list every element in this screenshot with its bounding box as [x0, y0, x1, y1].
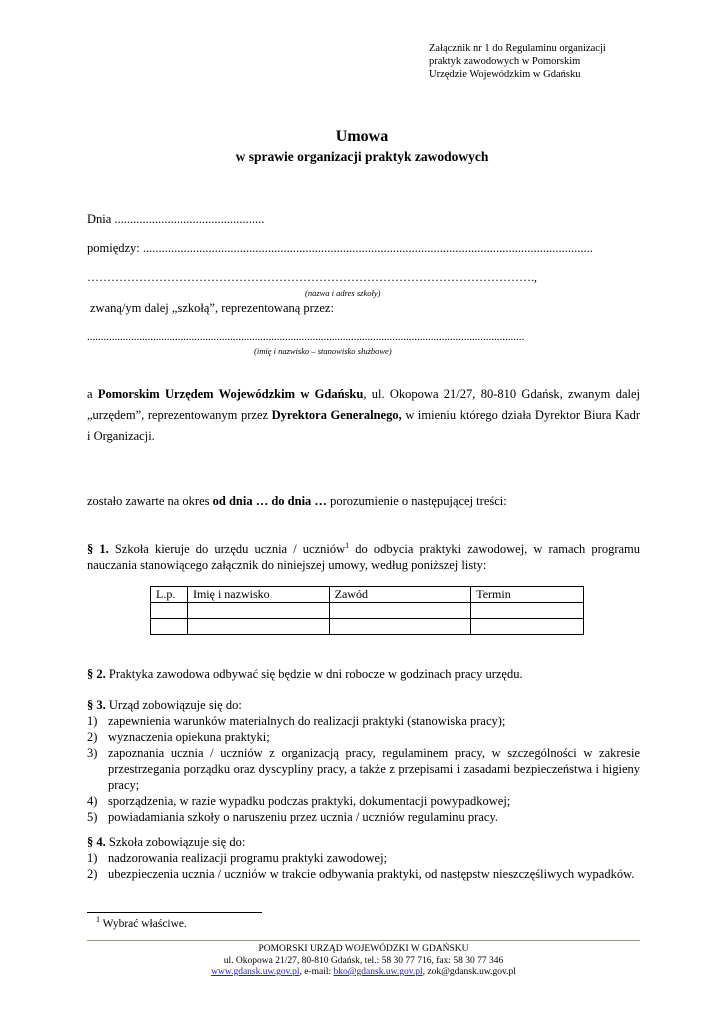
- section-3: [87, 697, 640, 825]
- table-cell: [187, 603, 329, 619]
- section-3-text: Urząd zobowiązuje się do:: [105, 698, 242, 712]
- footnote: [96, 915, 187, 930]
- item-text: ubezpieczenia ucznia / uczniów w trakcie odbywania praktyki, od następstw nieszczęśliwych wypadków.: [108, 867, 635, 881]
- item-number: 1): [87, 714, 98, 728]
- page-footer: [87, 944, 640, 979]
- list-item: [87, 866, 640, 882]
- item-text: sporządzenia, w razie wypadku podczas praktyki, dokumentacji powypadkowej;: [108, 794, 511, 808]
- email-link[interactable]: bko@gdansk.uw.gov.pl: [333, 967, 423, 977]
- document-title: Umowa: [335, 128, 389, 145]
- table-header-row: [151, 587, 584, 603]
- annex-line: praktyk zawodowych w Pomorskim: [429, 56, 581, 67]
- office-paragraph: [87, 384, 640, 447]
- section-1-text: Szkoła kieruje do urzędu ucznia / uczniów: [108, 542, 346, 556]
- school-line: ………………………………………………………………………………………………….,: [87, 270, 537, 284]
- item-text: wyznaczenia opiekuna praktyki;: [108, 730, 270, 744]
- footer-separator: , e-mail:: [299, 967, 334, 977]
- section-2-label: § 2.: [87, 667, 106, 681]
- table-header-cell: L.p.: [151, 587, 188, 603]
- footer-address: ul. Okopowa 21/27, 80-810 Gdańsk, tel.: 58 30 77 716, fax: 58 30 77 346: [223, 955, 504, 966]
- section-2-text: Praktyka zawodowa odbywać się będzie w dni robocze w godzinach pracy urzędu.: [105, 667, 523, 681]
- table-cell: [187, 619, 329, 635]
- section-2: [87, 666, 640, 682]
- section-4-text: Szkoła zobowiązuje się do:: [105, 835, 246, 849]
- office-prefix: a: [87, 387, 98, 401]
- school-called: zwaną/ym dalej „szkołą”, reprezentowaną przez:: [90, 301, 334, 315]
- list-item: [87, 745, 640, 793]
- office-director: Dyrektora Generalnego,: [271, 408, 402, 422]
- item-number: 2): [87, 867, 98, 881]
- item-number: 5): [87, 810, 98, 824]
- list-item: [87, 809, 640, 825]
- table-cell: [151, 603, 188, 619]
- footer-org: POMORSKI URZĄD WOJEWÓDZKI W GDAŃSKU: [258, 944, 469, 954]
- section-4-list: [87, 850, 640, 882]
- table-header-cell: Termin: [471, 587, 584, 603]
- list-item: [87, 850, 640, 866]
- table-cell: [151, 619, 188, 635]
- table-row: [151, 603, 584, 619]
- representative-note: (imię i nazwisko – stanowisko służbowe): [254, 346, 392, 356]
- footer-contact: [87, 967, 640, 979]
- section-1: [87, 541, 640, 573]
- table-row: [151, 619, 584, 635]
- list-item: [87, 729, 640, 745]
- table-header-cell: Imię i nazwisko: [187, 587, 329, 603]
- table-cell: [329, 603, 471, 619]
- representative-line: ...............................................................................................................................................................: [87, 331, 525, 343]
- term-text: porozumienie o następującej treści:: [326, 494, 507, 508]
- section-3-label: § 3.: [87, 698, 106, 712]
- website-link[interactable]: www.gdansk.uw.gov.pl: [211, 967, 300, 977]
- date-line: Dnia ................................................: [87, 212, 265, 226]
- table-header-cell: Zawód: [329, 587, 471, 603]
- school-note: (nazwa i adres szkoły): [305, 288, 381, 298]
- between-line: pomiędzy: ................................................................................................................................................: [87, 241, 593, 255]
- section-1-text: do odbycia praktyki zawodowej, w ramach programu nauczania stanowiącego załącznik do niniejszej umowy, według poniższej listy:: [87, 542, 641, 572]
- item-number: 1): [87, 851, 98, 865]
- section-4-label: § 4.: [87, 835, 106, 849]
- list-item: [87, 713, 640, 729]
- footer-separator: ,: [422, 967, 428, 977]
- item-text: powiadamiania szkoły o naruszeniu przez ucznia / uczniów regulaminu pracy.: [108, 810, 499, 824]
- section-1-label: § 1.: [87, 542, 109, 556]
- item-text: zapoznania ucznia / uczniów z organizacją pracy, regulaminem pracy, w szczególności w zakresie przestrzegania porządku oraz dyscypliny pracy, a także z przepisami i zasadami bezpieczeństwa i higieny pracy;: [108, 746, 640, 792]
- annex-line: Załącznik nr 1 do Regulaminu organizacji: [429, 43, 606, 54]
- section-3-list: [87, 713, 640, 825]
- students-table: [150, 586, 584, 635]
- item-number: 4): [87, 794, 98, 808]
- term-period: od dnia … do dnia …: [212, 494, 327, 508]
- term-text: zostało zawarte na okres: [87, 494, 213, 508]
- office-name: Pomorskim Urzędem Wojewódzkim w Gdańsku: [97, 387, 364, 401]
- document-subtitle: w sprawie organizacji praktyk zawodowych: [235, 149, 489, 164]
- term-line: [87, 494, 507, 509]
- footnote-text: Wybrać właściwe.: [100, 918, 187, 930]
- office-text: , ul. Okopowa 21/27, 80-810 Gdańsk, zwanym dalej „urzędem”, reprezentowanym przez: [87, 387, 640, 422]
- email-text: zok@gdansk.uw.gov.pl: [427, 967, 516, 977]
- footnote-ref: 1: [345, 540, 350, 550]
- table-cell: [471, 619, 584, 635]
- footer-divider: [87, 940, 640, 941]
- item-number: 2): [87, 730, 98, 744]
- list-item: [87, 793, 640, 809]
- footnote-divider: [87, 912, 262, 913]
- annex-note: [429, 42, 606, 81]
- item-text: nadzorowania realizacji programu praktyki zawodowej;: [108, 851, 388, 865]
- footnote-mark: 1: [96, 915, 100, 925]
- item-text: zapewnienia warunków materialnych do realizacji praktyki (stanowiska pracy);: [108, 714, 506, 728]
- table-cell: [329, 619, 471, 635]
- annex-line: Urzędzie Wojewódzkim w Gdańsku: [429, 69, 581, 80]
- table-cell: [471, 603, 584, 619]
- item-number: 3): [87, 746, 98, 760]
- office-text: w imieniu którego działa Dyrektor Biura Kadr i Organizacji.: [87, 408, 640, 443]
- section-4: [87, 834, 640, 882]
